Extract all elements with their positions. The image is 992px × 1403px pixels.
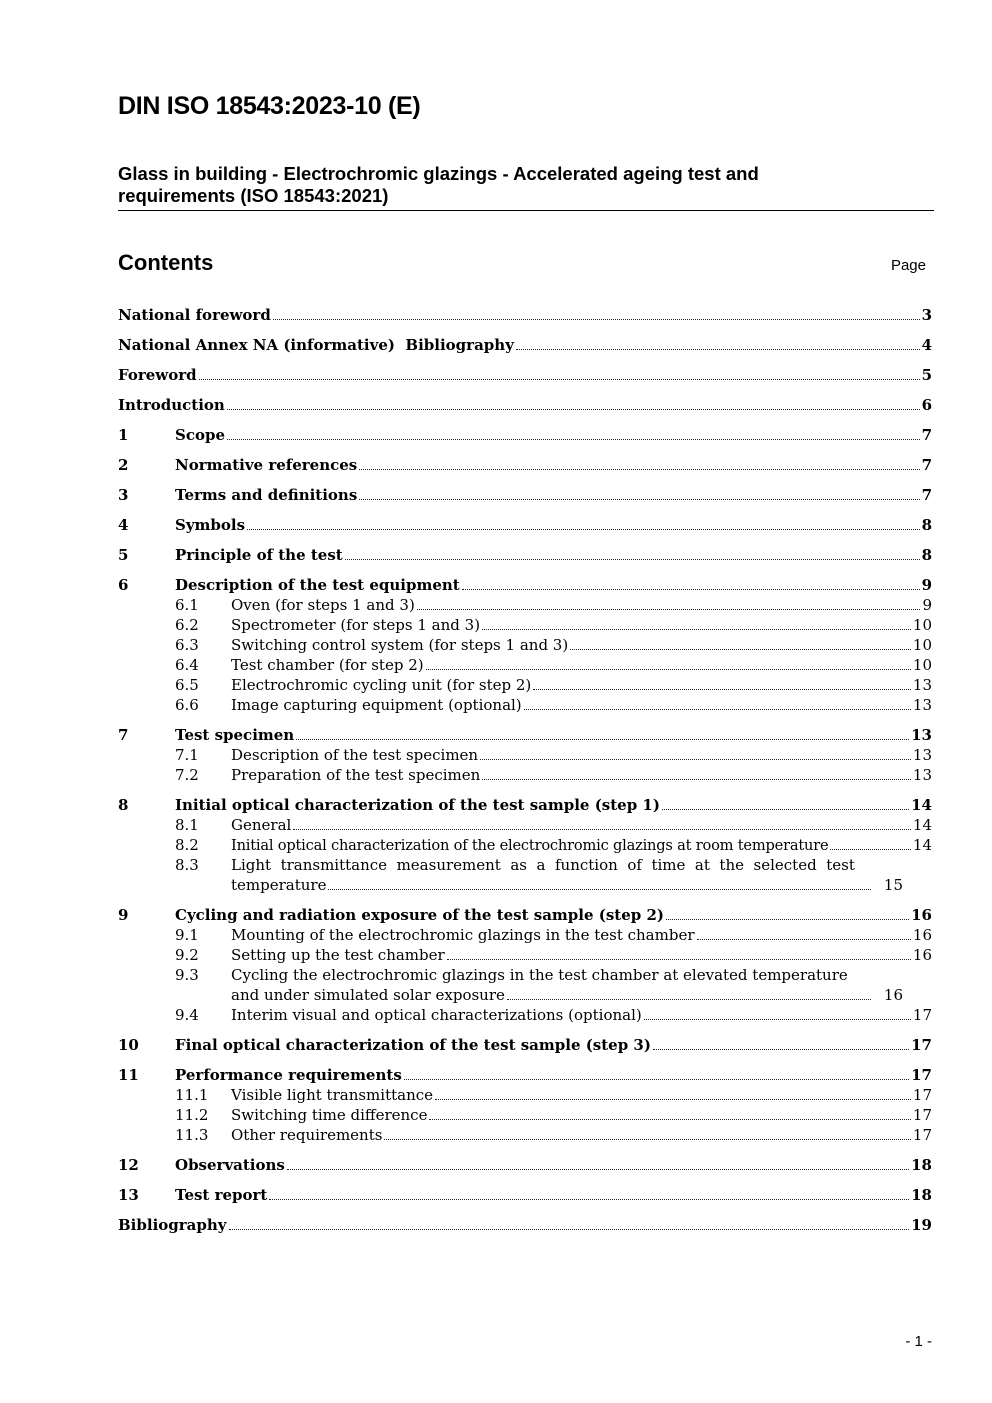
toc-entry-title: Observations <box>175 1156 285 1174</box>
toc-entry-title: Foreword <box>118 366 197 384</box>
toc-entry-page: 17 <box>911 1066 932 1084</box>
toc-entry-number: 2 <box>118 456 129 474</box>
toc-entry-number: 6.1 <box>175 596 199 614</box>
toc-entry-title: Principle of the test <box>175 546 343 564</box>
toc-entry-page: 17 <box>912 1106 932 1124</box>
toc-entry-page: 19 <box>911 1216 932 1234</box>
toc-entry-bibliography[interactable] <box>118 1215 932 1235</box>
toc-entry-number: 6.5 <box>175 676 199 694</box>
toc-entry-title: Setting up the test chamber <box>231 946 445 964</box>
leader-dots <box>328 889 871 890</box>
toc-entry-page: 5 <box>921 366 932 384</box>
toc-entry-number: 13 <box>118 1186 139 1204</box>
toc-entry-5[interactable] <box>118 545 932 565</box>
toc-entry-page: 4 <box>921 336 932 354</box>
toc-entry-number: 9.1 <box>175 926 199 944</box>
toc-entry-10[interactable] <box>118 1035 932 1055</box>
leader-dots <box>384 1139 910 1140</box>
toc-entry-11-3[interactable] <box>118 1125 932 1145</box>
toc-entry-number: 6.4 <box>175 656 199 674</box>
toc-entry-number: 6.3 <box>175 636 199 654</box>
toc-entry-title: Electrochromic cycling unit (for step 2) <box>231 676 532 694</box>
page-column-label: Page <box>890 257 926 274</box>
toc-entry-title: Bibliography <box>118 1216 227 1234</box>
toc-entry-number: 11.2 <box>175 1106 209 1124</box>
leader-dots <box>293 829 911 830</box>
leader-dots <box>666 919 909 920</box>
toc-entry-title: Normative references <box>175 456 358 474</box>
toc-entry-title-line-2: temperature <box>231 876 327 894</box>
toc-entry-title: Test chamber (for step 2) <box>231 656 424 674</box>
toc-entry-page: 6 <box>921 396 932 414</box>
toc-entry-page: 17 <box>912 1006 932 1024</box>
toc-entry-11-1[interactable] <box>118 1085 932 1105</box>
toc-entry-12[interactable] <box>118 1155 932 1175</box>
toc-entry-number: 7 <box>118 726 129 744</box>
toc-entry-9-1[interactable] <box>118 925 932 945</box>
toc-entry-11-2[interactable] <box>118 1105 932 1125</box>
toc-entry-title-line-1: Light transmittance measurement as a function of time at the selected test <box>231 856 855 874</box>
toc-entry-title: Performance requirements <box>175 1066 402 1084</box>
leader-dots <box>570 649 911 650</box>
toc-entry-page: 16 <box>911 906 932 924</box>
toc-entry-title: Initial optical characterization of the electrochromic glazings at room temperature <box>231 837 829 854</box>
toc-entry-9-3[interactable] <box>118 965 932 1005</box>
toc-entry-number: 6.6 <box>175 696 199 714</box>
toc-entry-9-4[interactable] <box>118 1005 932 1025</box>
toc-entry-page: 14 <box>911 796 932 814</box>
toc-entry-number: 9 <box>118 906 129 924</box>
toc-entry-number: 12 <box>118 1156 139 1174</box>
document-subtitle <box>118 163 898 207</box>
toc-entry-8-3[interactable] <box>118 855 932 895</box>
toc-entry-number: 5 <box>118 546 129 564</box>
leader-dots <box>644 1019 911 1020</box>
leader-dots <box>653 1049 909 1050</box>
leader-dots <box>830 849 910 850</box>
leader-dots <box>345 559 920 560</box>
toc-entry-number: 8.2 <box>175 836 199 854</box>
toc-entry-number: 10 <box>118 1036 139 1054</box>
toc-entry-page: 17 <box>911 1036 932 1054</box>
toc-entry-national-annex[interactable] <box>118 335 932 355</box>
toc-entry-6-4[interactable] <box>118 655 932 675</box>
toc-entry-8-2[interactable] <box>118 835 932 855</box>
toc-entry-page: 10 <box>912 636 932 654</box>
toc-entry-11[interactable] <box>118 1065 932 1085</box>
toc-entry-title: National foreword <box>118 306 271 324</box>
toc-entry-6-2[interactable] <box>118 615 932 635</box>
toc-entry-number: 11.1 <box>175 1086 209 1104</box>
leader-dots <box>247 529 920 530</box>
toc-entry-page: 3 <box>921 306 932 324</box>
toc-entry-page: 17 <box>912 1126 932 1144</box>
leader-dots <box>229 1229 910 1230</box>
toc-entry-8-1[interactable] <box>118 815 932 835</box>
leader-dots <box>435 1099 911 1100</box>
toc-entry-9-2[interactable] <box>118 945 932 965</box>
toc-entry-number: 8 <box>118 796 129 814</box>
toc-entry-page: 16 <box>912 926 932 944</box>
toc-entry-title: Final optical characterization of the test sample (step 3) <box>175 1036 651 1054</box>
toc-entry-1[interactable] <box>118 425 932 445</box>
toc-entry-title: Description of the test specimen <box>231 746 479 764</box>
toc-entry-foreword[interactable] <box>118 365 932 385</box>
toc-entry-6-3[interactable] <box>118 635 932 655</box>
toc-entry-title: Mounting of the electrochromic glazings in the test chamber <box>231 926 695 944</box>
leader-dots <box>533 689 911 690</box>
toc-entry-page: 7 <box>921 426 932 444</box>
toc-entry-title: Symbols <box>175 516 246 534</box>
toc-entry-6-1[interactable] <box>118 595 932 615</box>
leader-dots <box>227 439 920 440</box>
toc-entry-4[interactable] <box>118 515 932 535</box>
leader-dots <box>447 959 911 960</box>
leader-dots <box>404 1079 909 1080</box>
toc-entry-title: General <box>231 816 292 834</box>
toc-entry-page: 10 <box>912 616 932 634</box>
toc-entry-number: 8.3 <box>175 856 199 874</box>
leader-dots <box>507 999 871 1000</box>
toc-entry-number: 9.2 <box>175 946 199 964</box>
leader-dots <box>359 499 919 500</box>
toc-entry-page: 8 <box>921 516 932 534</box>
toc-entry-page: 10 <box>912 656 932 674</box>
leader-dots <box>482 629 911 630</box>
toc-entry-page: 13 <box>912 696 932 714</box>
toc-entry-page: 9 <box>921 576 932 594</box>
toc-entry-number: 6 <box>118 576 129 594</box>
leader-dots <box>516 349 920 350</box>
leader-dots <box>662 809 909 810</box>
toc-entry-title: Scope <box>175 426 226 444</box>
toc-entry-number: 7.1 <box>175 746 199 764</box>
leader-dots <box>462 589 920 590</box>
toc-entry-2[interactable] <box>118 455 932 475</box>
toc-entry-title: Initial optical characterization of the test sample (step 1) <box>175 796 660 814</box>
leader-dots <box>287 1169 909 1170</box>
document-title: DIN ISO 18543:2023-10 (E) <box>118 92 421 120</box>
toc-entry-page: 13 <box>912 766 932 784</box>
toc-entry-title: Other requirements <box>231 1126 383 1144</box>
toc-entry-title: Oven (for steps 1 and 3) <box>231 596 415 614</box>
toc-entry-title: Test report <box>175 1186 268 1204</box>
toc-entry-number: 9.3 <box>175 966 199 984</box>
toc-entry-national-foreword[interactable] <box>118 305 932 325</box>
toc-entry-title: Test specimen <box>175 726 295 744</box>
toc-entry-title: Switching time difference <box>231 1106 428 1124</box>
toc-entry-title: Visible light transmittance <box>231 1086 434 1104</box>
leader-dots <box>426 669 911 670</box>
toc-entry-page: 7 <box>921 456 932 474</box>
toc-entry-number: 8.1 <box>175 816 199 834</box>
toc-entry-number: 1 <box>118 426 129 444</box>
toc-entry-page: 8 <box>921 546 932 564</box>
toc-entry-7-2[interactable] <box>118 765 932 785</box>
toc-entry-title: Cycling and radiation exposure of the test sample (step 2) <box>175 906 665 924</box>
toc-entry-title-wrapped <box>231 855 873 895</box>
toc-entry-13[interactable] <box>118 1185 932 1205</box>
toc-entry-number: 3 <box>118 486 129 504</box>
document-subtitle-line-2: requirements (ISO 18543:2021) <box>118 185 389 206</box>
document-subtitle-line-1: Glass in building - Electrochromic glazings - Accelerated ageing test and <box>118 163 759 184</box>
toc-entry-title: Interim visual and optical characterizations (optional) <box>231 1006 642 1024</box>
toc-entry-6-6[interactable] <box>118 695 932 715</box>
leader-dots <box>480 759 911 760</box>
leader-dots <box>359 469 919 470</box>
toc-entry-page: 13 <box>911 726 932 744</box>
toc-entry-title-line-2: and under simulated solar exposure <box>231 986 505 1004</box>
toc-entry-title: Preparation of the test specimen <box>231 766 481 784</box>
toc-entry-page: 18 <box>911 1156 932 1174</box>
toc-entry-page: 14 <box>912 836 932 854</box>
toc-entry-3[interactable] <box>118 485 932 505</box>
toc-entry-page: 17 <box>912 1086 932 1104</box>
toc-entry-8[interactable] <box>118 795 932 815</box>
toc-entry-title: Description of the test equipment <box>175 576 460 594</box>
toc-entry-6[interactable] <box>118 575 932 595</box>
toc-entry-page: 14 <box>912 816 932 834</box>
toc-entry-title: Terms and definitions <box>175 486 358 504</box>
table-of-contents <box>118 305 932 1235</box>
toc-entry-6-5[interactable] <box>118 675 932 695</box>
toc-entry-page: 18 <box>911 1186 932 1204</box>
toc-entry-title: National Annex NA (informative) Bibliography <box>118 336 514 354</box>
leader-dots <box>697 939 911 940</box>
toc-entry-title: Switching control system (for steps 1 and 3) <box>231 636 569 654</box>
leader-dots <box>227 409 920 410</box>
leader-dots <box>273 319 920 320</box>
toc-entry-page: 9 <box>922 596 932 614</box>
toc-entry-title: Image capturing equipment (optional) <box>231 696 522 714</box>
toc-entry-9[interactable] <box>118 905 932 925</box>
toc-entry-page: 13 <box>912 676 932 694</box>
toc-entry-7[interactable] <box>118 725 932 745</box>
toc-entry-7-1[interactable] <box>118 745 932 765</box>
leader-dots <box>417 609 920 610</box>
toc-entry-page: 13 <box>912 746 932 764</box>
toc-entry-number: 9.4 <box>175 1006 199 1024</box>
toc-entry-introduction[interactable] <box>118 395 932 415</box>
toc-entry-title-line-1: Cycling the electrochromic glazings in the test chamber at elevated temperature <box>231 966 848 984</box>
toc-entry-number: 4 <box>118 516 129 534</box>
toc-entry-number: 7.2 <box>175 766 199 784</box>
toc-entry-number: 11 <box>118 1066 139 1084</box>
toc-entry-number: 6.2 <box>175 616 199 634</box>
leader-dots <box>269 1199 909 1200</box>
toc-entry-page: 16 <box>912 946 932 964</box>
title-divider <box>118 210 934 211</box>
leader-dots <box>429 1119 910 1120</box>
page-number: - 1 - <box>905 1333 932 1350</box>
leader-dots <box>482 779 911 780</box>
leader-dots <box>524 709 911 710</box>
toc-entry-number: 11.3 <box>175 1126 209 1144</box>
contents-heading: Contents <box>118 250 214 275</box>
toc-entry-title: Introduction <box>118 396 225 414</box>
toc-entry-page: 15 <box>883 876 903 894</box>
toc-entry-title: Spectrometer (for steps 1 and 3) <box>231 616 481 634</box>
leader-dots <box>199 379 920 380</box>
toc-entry-title-wrapped <box>231 965 873 1005</box>
toc-entry-page: 16 <box>883 986 903 1004</box>
toc-entry-page: 7 <box>921 486 932 504</box>
leader-dots <box>296 739 909 740</box>
